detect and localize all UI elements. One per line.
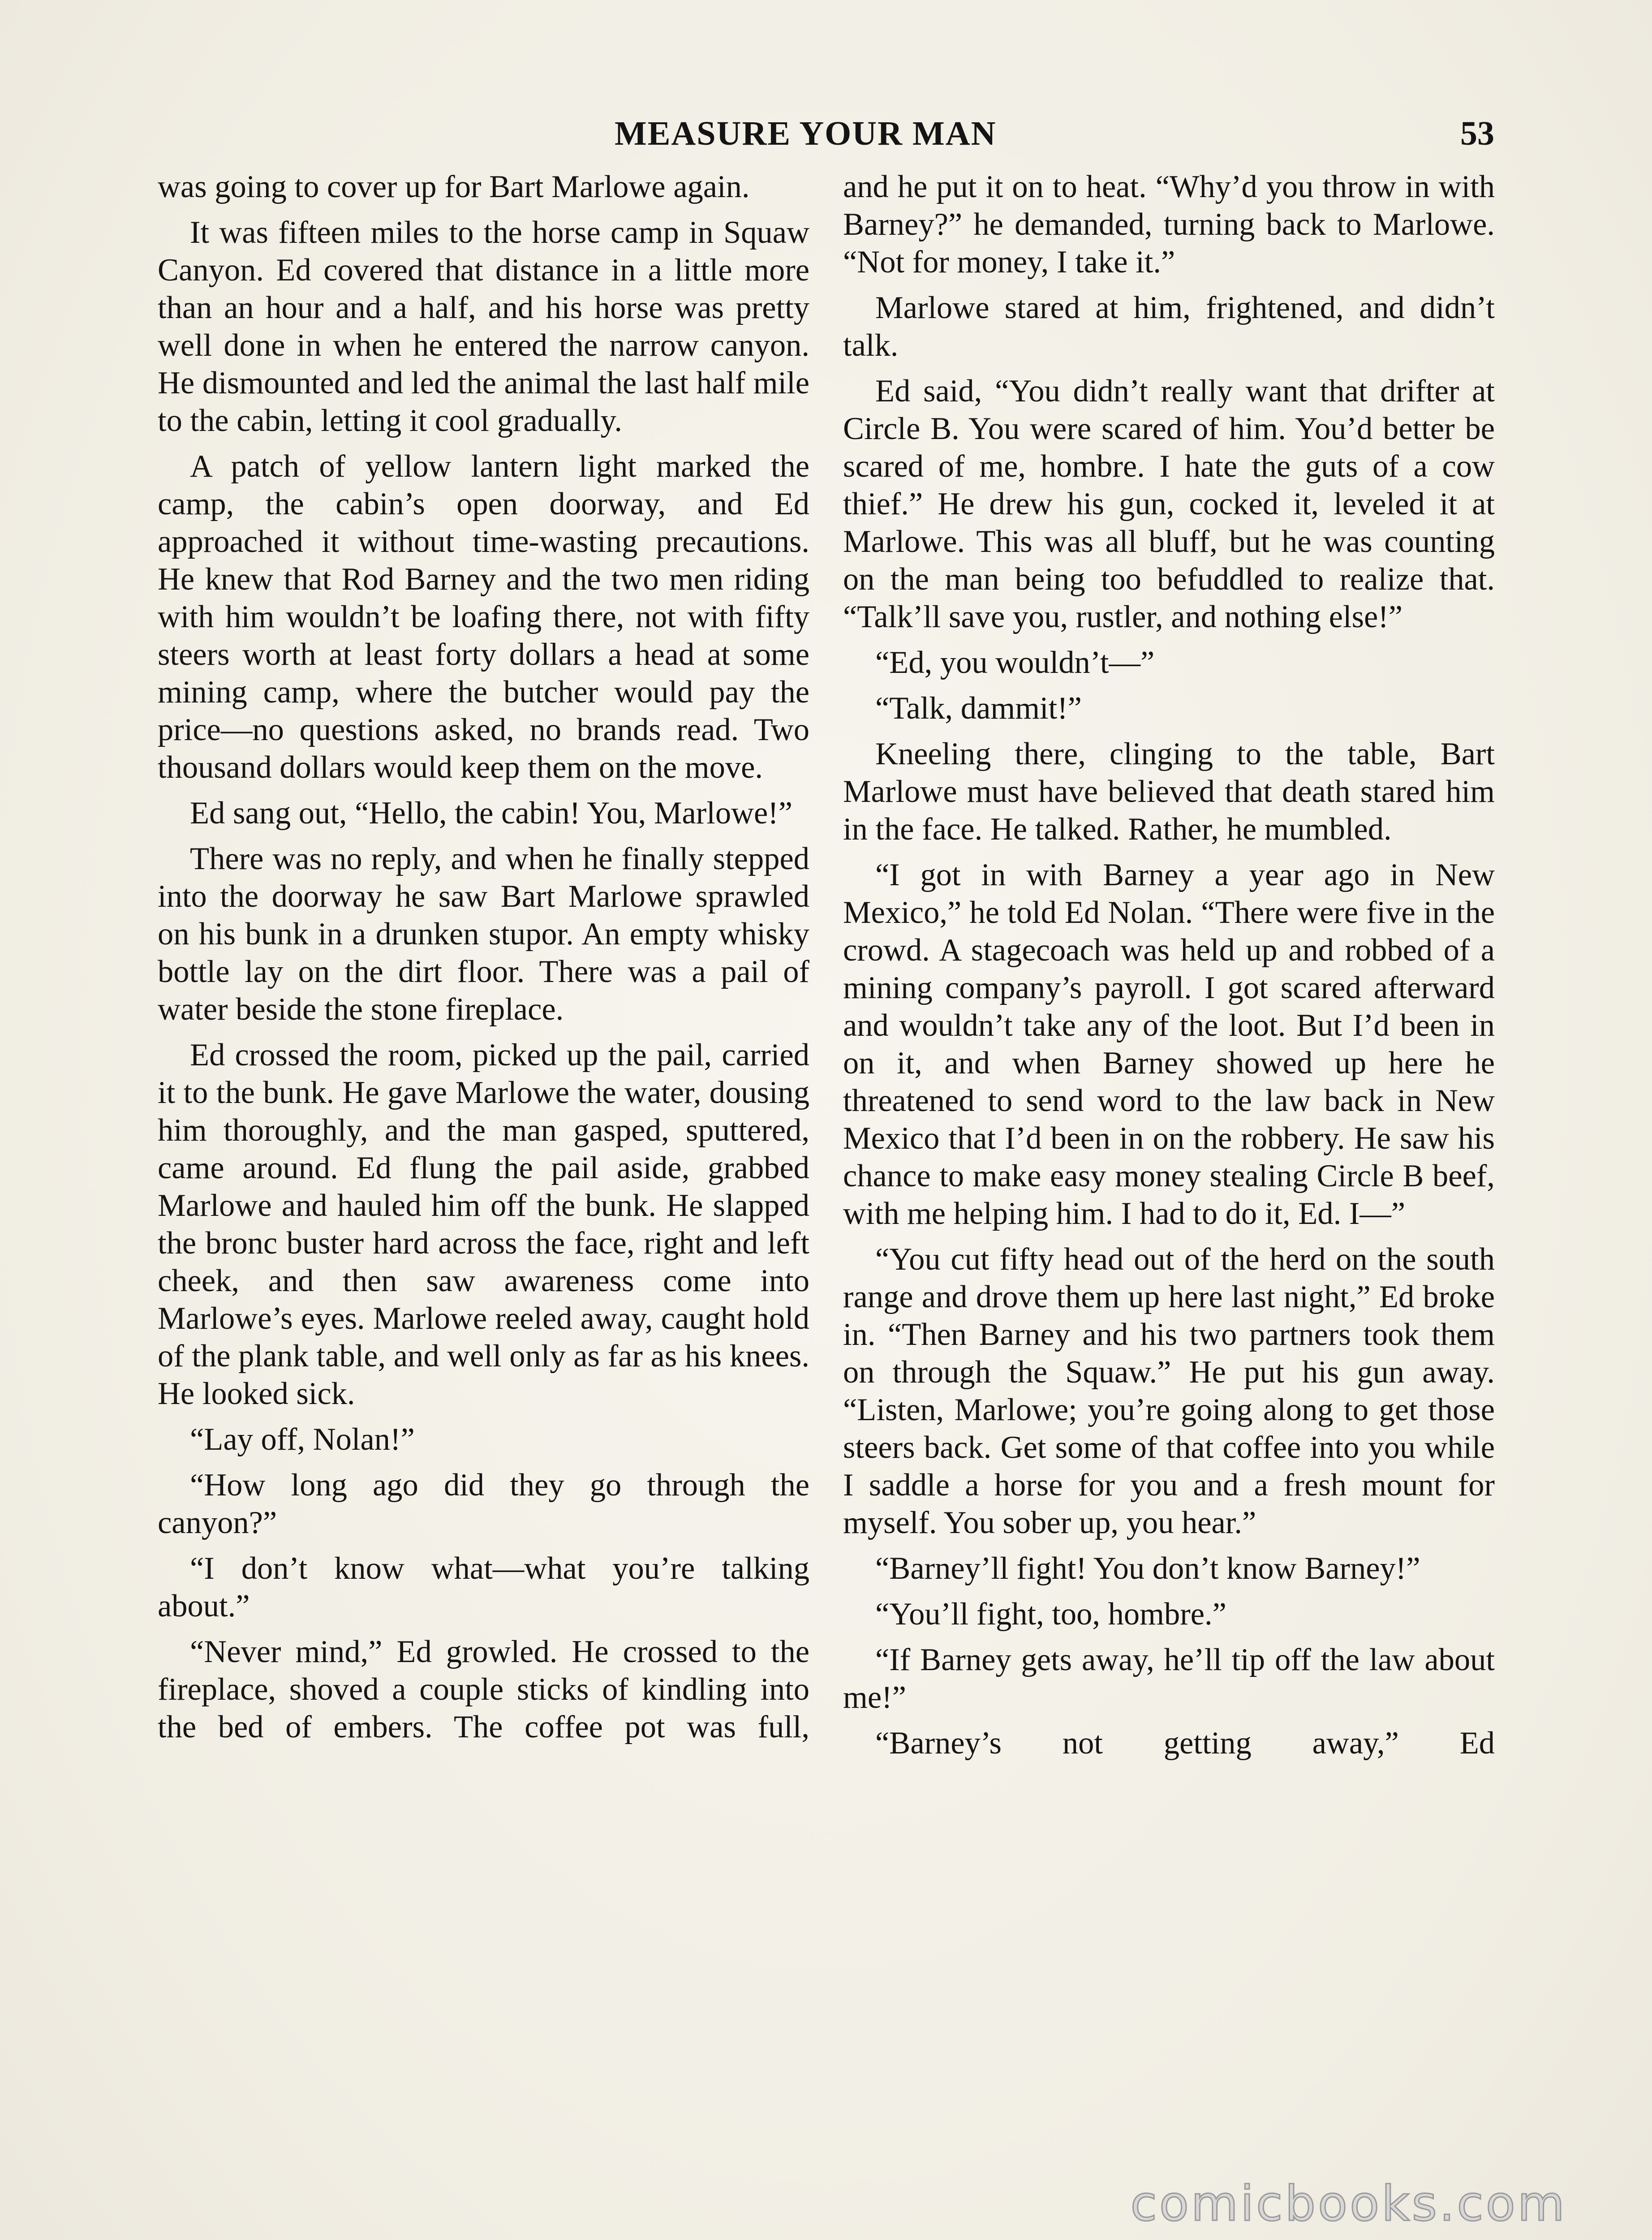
- paragraph: “Lay off, Nolan!”: [190, 1422, 415, 1457]
- paragraph: “How long ago did they go through the canyon?”: [158, 1468, 809, 1540]
- paragraph: and he put it on to heat. “Why’d you throw in with Barney?” he demanded, turning back to Marlowe. “Not for money, I take it.”: [843, 169, 1495, 280]
- paragraph: “Barney’ll fight! You don’t know Barney!”: [875, 1551, 1420, 1586]
- paragraph: Ed crossed the room, picked up the pail, carried it to the bunk. He gave Marlowe the water, dousing him thoroughly, and the man gasped, sputtered, came around. Ed flung the pail aside, grabbed Marlowe and hauled him off the bunk. He slapped the bronc buster hard across the face, right and left cheek, and then saw awareness come into Marlowe’s eyes. Marlowe reeled away, caught hold of the plank table, and well only as far as his knees. He looked sick.: [158, 1038, 809, 1411]
- paragraph: Kneeling there, clinging to the table, Bart Marlowe must have believed that death stared him in the face. He talked. Rather, he mumbled.: [843, 737, 1495, 847]
- page-number: 53: [1460, 115, 1494, 152]
- paragraph: Ed sang out, “Hello, the cabin! You, Marlowe!”: [190, 796, 793, 831]
- running-title: MEASURE YOUR MAN: [615, 115, 997, 152]
- paragraph: “If Barney gets away, he’ll tip off the law about me!”: [843, 1642, 1495, 1715]
- paragraph: “Ed, you wouldn’t—”: [875, 645, 1155, 680]
- site-watermark: comicbooks.com: [1130, 2176, 1567, 2232]
- text-column-left: [158, 168, 809, 1746]
- paragraph: “You cut fifty head out of the herd on the south range and drove them up here last night,” Ed broke in. “Then Barney and his two partners took them on through the Squaw.” He put his gun away. “Listen, Marlowe; you’re going along to get those steers back. Get some of that coffee into you while I saddle a horse for you and a fresh mount for myself. You sober up, you hear.”: [843, 1242, 1495, 1540]
- paragraph: “Barney’s not getting away,” Ed: [875, 1726, 1495, 1761]
- paragraph: was going to cover up for Bart Marlowe again.: [158, 169, 750, 204]
- paragraph: “I don’t know what—what you’re talking about.”: [158, 1551, 809, 1624]
- paragraph: “Talk, dammit!”: [875, 691, 1082, 726]
- paragraph: There was no reply, and when he finally stepped into the doorway he saw Bart Marlowe sprawled on his bunk in a drunken stupor. An empty whisky bottle lay on the dirt floor. There was a pail of water beside the stone fireplace.: [158, 841, 809, 1027]
- paragraph: A patch of yellow lantern light marked the camp, the cabin’s open doorway, and Ed approached it without time-wasting precautions. He knew that Rod Barney and the two men riding with him wouldn’t be loafing there, not with fifty steers worth at least forty dollars a head at some mining camp, where the butcher would pay the price—no questions asked, no brands read. Two thousand dollars would keep them on the move.: [158, 449, 809, 785]
- paragraph: “Never mind,” Ed growled. He crossed to the fireplace, shoved a couple sticks of kindling into the bed of embers. The coffee pot was full,: [158, 1634, 809, 1745]
- paragraph: Ed said, “You didn’t really want that drifter at Circle B. You were scared of him. You’d better be scared of me, hombre. I hate the guts of a cow thief.” He drew his gun, cocked it, leveled it at Marlowe. This was all bluff, but he was counting on the man being too befuddled to realize that. “Talk’ll save you, rustler, and nothing else!”: [843, 374, 1495, 634]
- text-column-right: [843, 168, 1495, 1762]
- paragraph: Marlowe stared at him, frightened, and didn’t talk.: [843, 290, 1495, 363]
- paragraph: “You’ll fight, too, hombre.”: [875, 1597, 1226, 1632]
- paragraph: “I got in with Barney a year ago in New Mexico,” he told Ed Nolan. “There were five in the crowd. A stagecoach was held up and robbed of a mining company’s payroll. I got scared afterward and wouldn’t take any of the loot. But I’d been in on it, and when Barney showed up here he threatened to send word to the law back in New Mexico that I’d been in on the robbery. He saw his chance to make easy money stealing Circle B beef, with me helping him. I had to do it, Ed. I—”: [843, 857, 1495, 1231]
- paragraph: It was fifteen miles to the horse camp in Squaw Canyon. Ed covered that distance in a little more than an hour and a half, and his horse was pretty well done in when he entered the narrow canyon. He dismounted and led the animal the last half mile to the cabin, letting it cool gradually.: [158, 215, 809, 438]
